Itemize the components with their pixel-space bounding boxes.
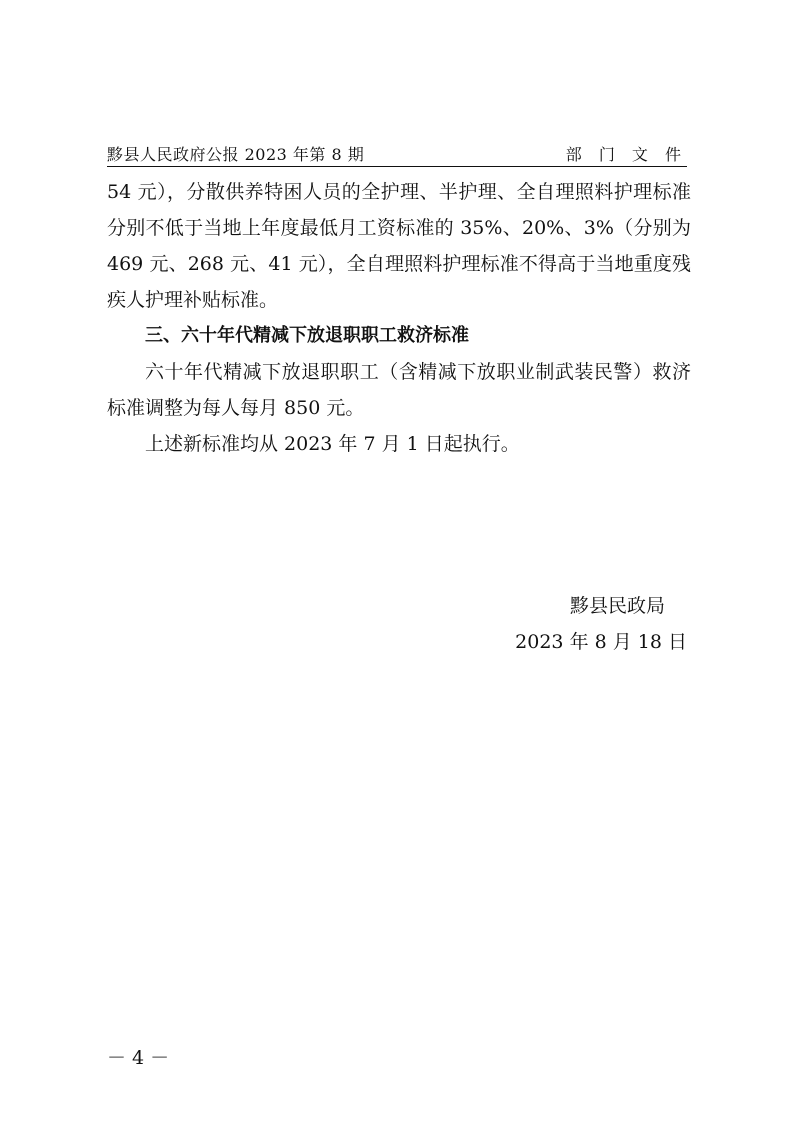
signature-block bbox=[515, 588, 687, 660]
document-body bbox=[107, 174, 691, 462]
gazette-issue-title: 黟县人民政府公报 2023 年第 8 期 bbox=[107, 145, 365, 164]
section-heading-3: 三、六十年代精减下放退职职工救济标准 bbox=[145, 325, 469, 346]
section-label: 部 门 文 件 bbox=[565, 145, 687, 164]
page-number: － 4 － bbox=[107, 1047, 170, 1069]
effective-date-paragraph: 上述新标准均从 2023 年 7 月 1 日起执行。 bbox=[145, 433, 520, 455]
issue-date: 2023 年 8 月 18 日 bbox=[515, 631, 687, 653]
care-standard-paragraph: 54 元），分散供养特困人员的全护理、半护理、全自理照料护理标准分别不低于当地上年度最低月工资标准的 35%、20%、3%（分别为 469 元、268 元、41 元），全自理照料护理标准不得高于当地重度残疾人护理补贴标准。 bbox=[107, 181, 691, 311]
relief-standard-paragraph: 六十年代精减下放退职职工（含精减下放职业制武装民警）救济标准调整为每人每月 850 元。 bbox=[107, 361, 691, 419]
issuing-organization: 黟县民政局 bbox=[569, 595, 665, 617]
page-header bbox=[107, 140, 687, 166]
header-divider bbox=[107, 166, 687, 167]
